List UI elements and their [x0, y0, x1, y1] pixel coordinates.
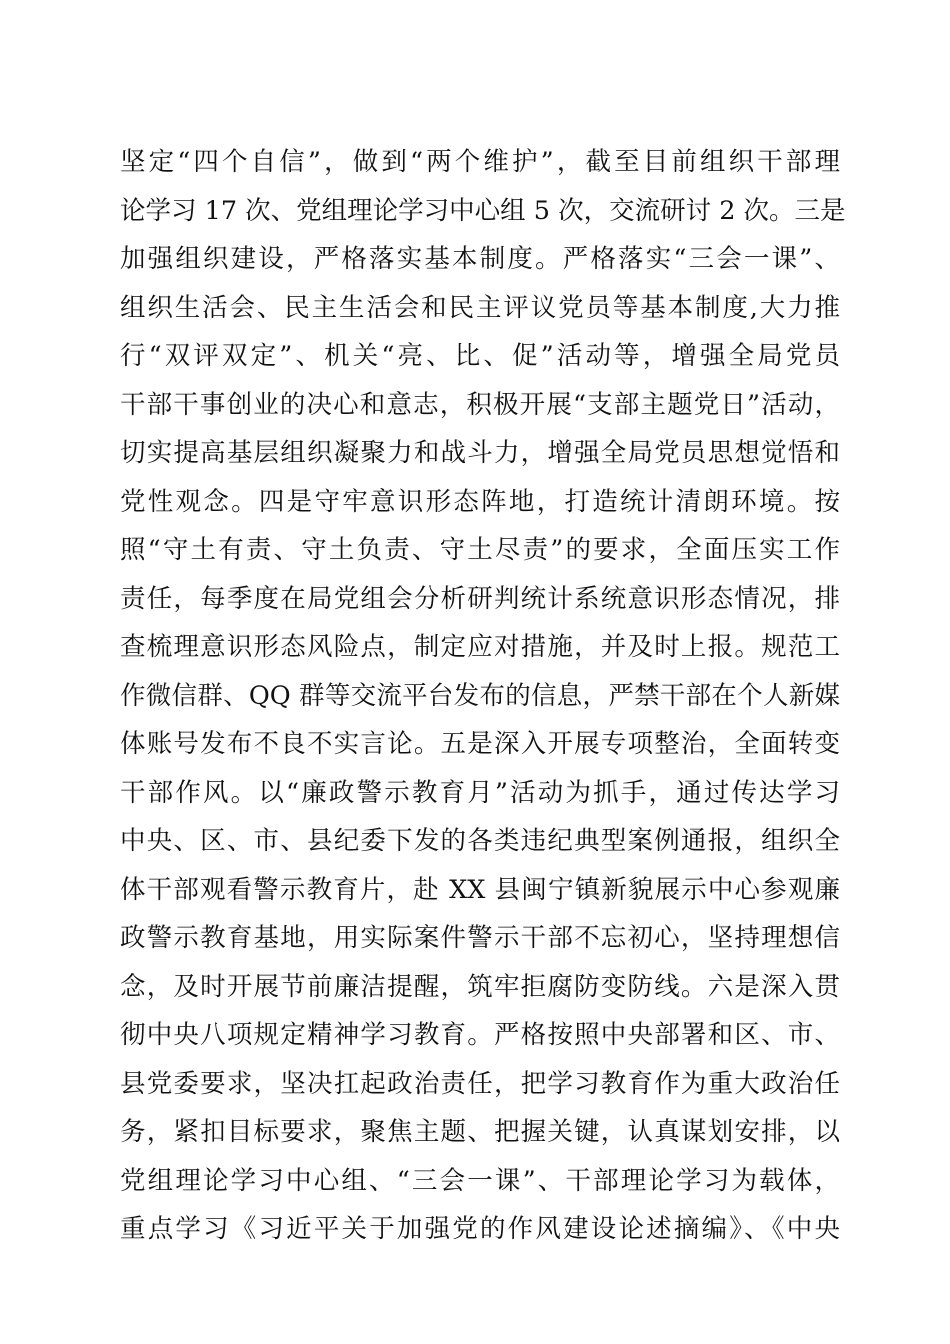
text-line: 组织生活会、民主生活会和民主评议党员等基本制度,大力推 [120, 292, 840, 323]
text-line: 干部干事创业的决心和意志，积极开展“支部主题党日”活动， [120, 389, 840, 420]
text-line: 县党委要求，坚决扛起政治责任，把学习教育作为重大政治任 [120, 1068, 840, 1099]
text-line: 体账号发布不良不实言论。五是深入开展专项整治，全面转变 [120, 729, 840, 759]
text-line: 查梳理意识形态风险点，制定应对措施，并及时上报。规范工 [120, 632, 840, 662]
text-line: 加强组织建设，严格落实基本制度。严格落实“三会一课”、 [120, 244, 840, 274]
text-line: 党组理论学习中心组、“三会一课”、干部理论学习为载体， [120, 1165, 840, 1196]
body-text [120, 138, 846, 1254]
text-line: 坚定“四个自信”，做到“两个维护”，截至目前组织干部理 [120, 147, 840, 177]
text-line: 干部作风。以“廉政警示教育月”活动为抓手，通过传达学习 [120, 777, 840, 808]
text-line: 体干部观看警示教育片，赴 XX 县闽宁镇新貌展示中心参观廉 [120, 874, 840, 905]
text-line: 务，紧扣目标要求，聚焦主题、把握关键，认真谋划安排，以 [120, 1117, 840, 1147]
text-line: 彻中央八项规定精神学习教育。严格按照中央部署和区、市、 [120, 1020, 840, 1050]
text-line: 作微信群、QQ 群等交流平台发布的信息，严禁干部在个人新媒 [120, 680, 840, 711]
text-line: 切实提高基层组织凝聚力和战斗力，增强全局党员思想觉悟和 [120, 438, 840, 468]
text-line: 念，及时开展节前廉洁提醒，筑牢拒腐防变防线。六是深入贯 [120, 971, 840, 1002]
text-line: 行“双评双定”、机关“亮、比、促”活动等，增强全局党员 [120, 341, 840, 371]
text-line: 论学习 17 次、党组理论学习中心组 5 次，交流研讨 2 次。三是 [120, 195, 846, 226]
text-line: 中央、区、市、县纪委下发的各类违纪典型案例通报，组织全 [120, 826, 840, 856]
text-line: 重点学习《习近平关于加强党的作风建设论述摘编》、《中央 [120, 1214, 840, 1244]
text-line: 政警示教育基地，用实际案件警示干部不忘初心，坚持理想信 [120, 923, 840, 953]
text-line: 照“守土有责、守土负责、守土尽责”的要求，全面压实工作 [120, 535, 840, 565]
text-line: 党性观念。四是守牢意识形态阵地，打造统计清朗环境。按 [120, 486, 840, 517]
text-line: 责任，每季度在局党组会分析研判统计系统意识形态情况，排 [120, 583, 840, 614]
